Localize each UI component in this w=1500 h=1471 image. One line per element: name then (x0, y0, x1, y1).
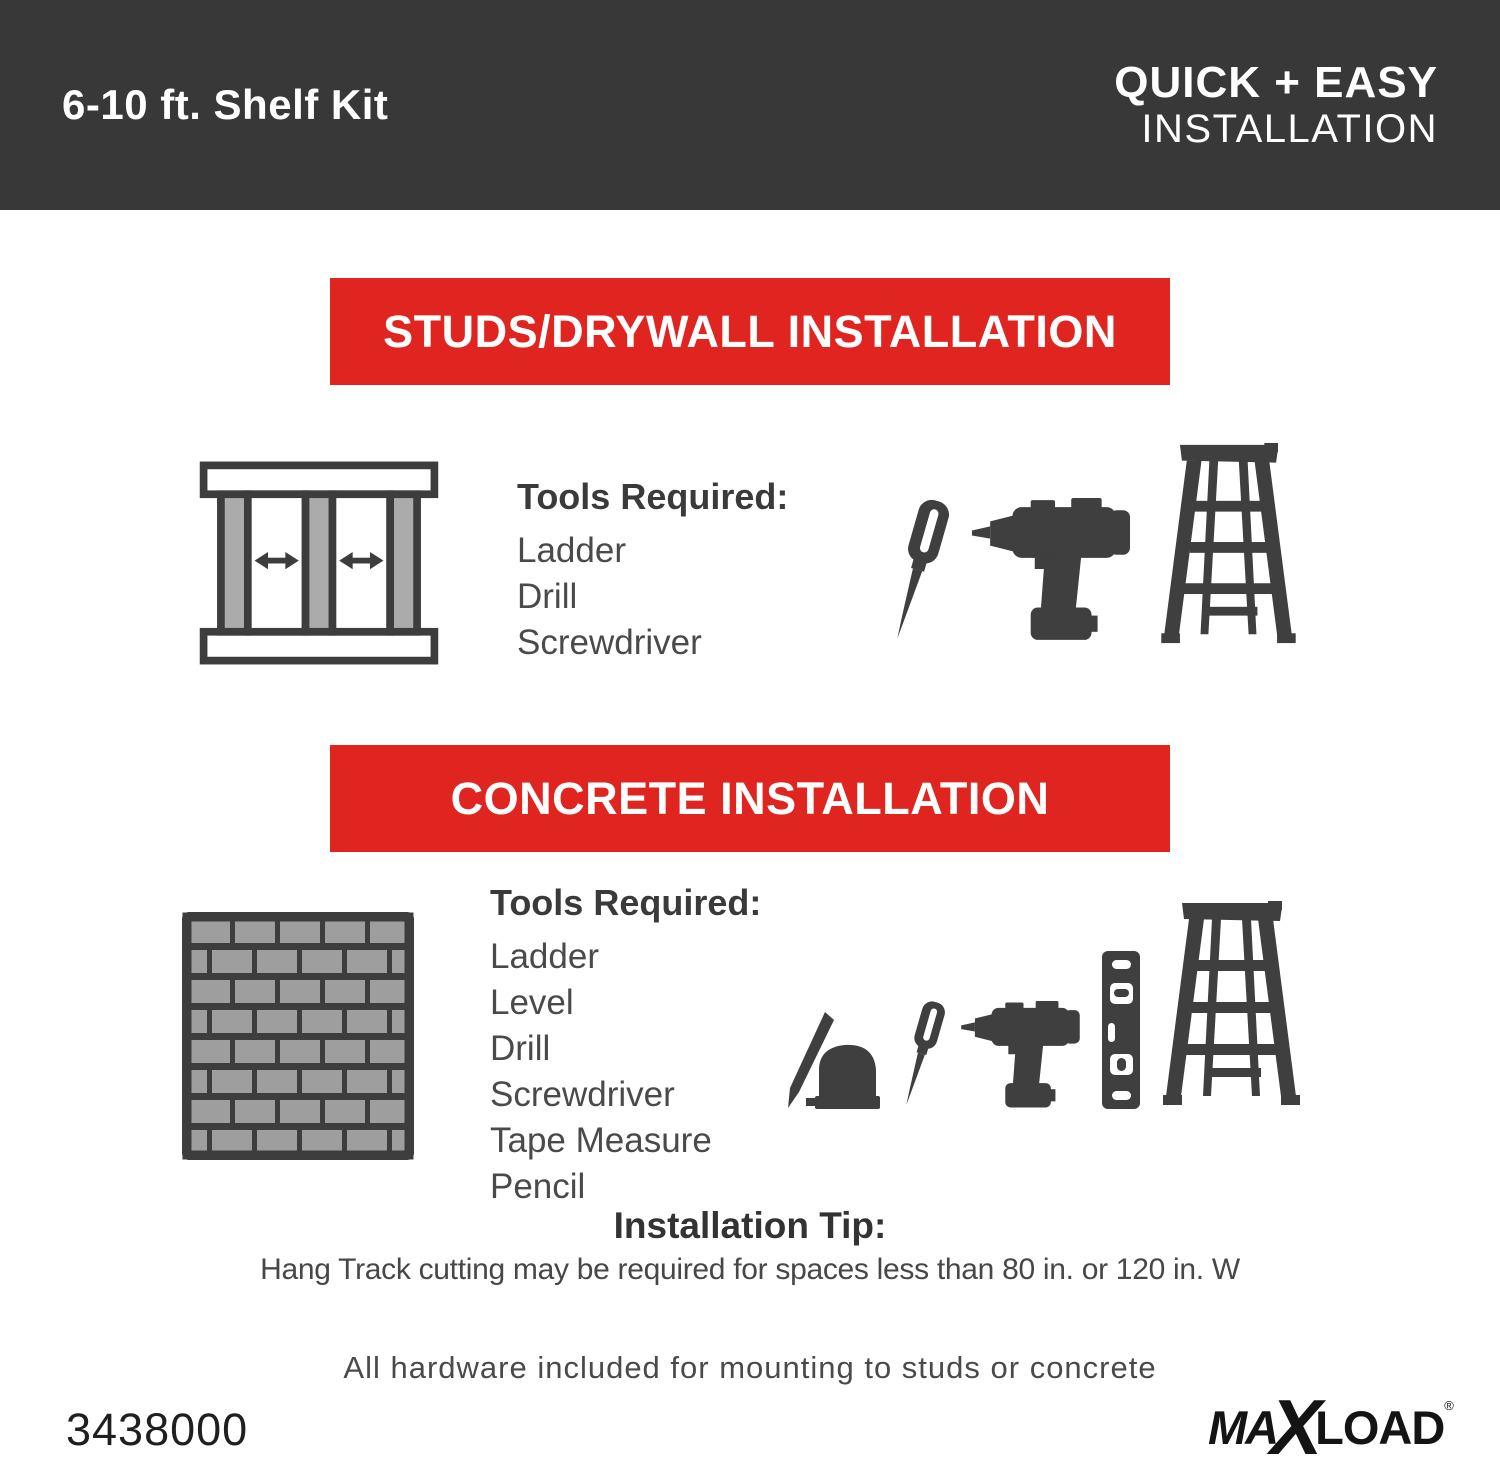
tool-item: Tape Measure (490, 1121, 712, 1160)
registered-mark-icon: ® (1444, 1398, 1454, 1413)
product-title: 6-10 ft. Shelf Kit (62, 81, 389, 128)
screwdriver-icon (886, 498, 964, 648)
tape-measure-icon (806, 1040, 891, 1112)
tagline-line2: INSTALLATION (1141, 107, 1438, 152)
header (0, 0, 1500, 210)
tools-heading: Tools Required: (490, 882, 762, 923)
screwdriver-icon (898, 1000, 956, 1112)
ladder-icon (1156, 898, 1306, 1110)
tool-item: Ladder (490, 937, 599, 976)
tools-required-studs (517, 476, 788, 666)
ladder-icon (1153, 440, 1303, 648)
tool-item: Drill (517, 577, 578, 616)
maxload-logo (1208, 1383, 1454, 1471)
installation-tip-heading: Installation Tip: (613, 1205, 887, 1246)
tools-list-concrete (490, 934, 761, 1210)
tools-required-concrete (490, 882, 761, 1210)
studs-drywall-banner: STUDS/DRYWALL INSTALLATION (330, 278, 1170, 385)
tagline-line1: QUICK + EASY (1114, 57, 1438, 107)
tool-item: Screwdriver (517, 623, 702, 662)
studs-wall-icon (196, 450, 442, 676)
tool-item: Pencil (490, 1167, 586, 1206)
item-number: 3438000 (66, 1404, 249, 1455)
tools-heading: Tools Required: (517, 476, 789, 517)
drill-icon (960, 998, 1084, 1112)
drill-icon (970, 494, 1136, 646)
logo-text-x: X (1270, 1383, 1323, 1471)
logo-text-load: LOAD (1315, 1400, 1445, 1454)
brick-wall-icon (182, 912, 414, 1160)
logo-text-ma: MA (1208, 1400, 1278, 1454)
tools-list-studs (517, 528, 788, 666)
tool-item: Ladder (517, 531, 626, 570)
tool-item: Screwdriver (490, 1075, 675, 1114)
level-icon (1100, 950, 1142, 1110)
concrete-banner: CONCRETE INSTALLATION (330, 745, 1170, 852)
tool-item: Level (490, 983, 574, 1022)
tool-item: Drill (490, 1029, 551, 1068)
header-tagline (1114, 59, 1438, 151)
installation-tip-text: Hang Track cutting may be required for spaces less than 80 in. or 120 in. W (260, 1253, 1240, 1286)
hardware-note: All hardware included for mounting to studs or concrete (343, 1350, 1157, 1385)
